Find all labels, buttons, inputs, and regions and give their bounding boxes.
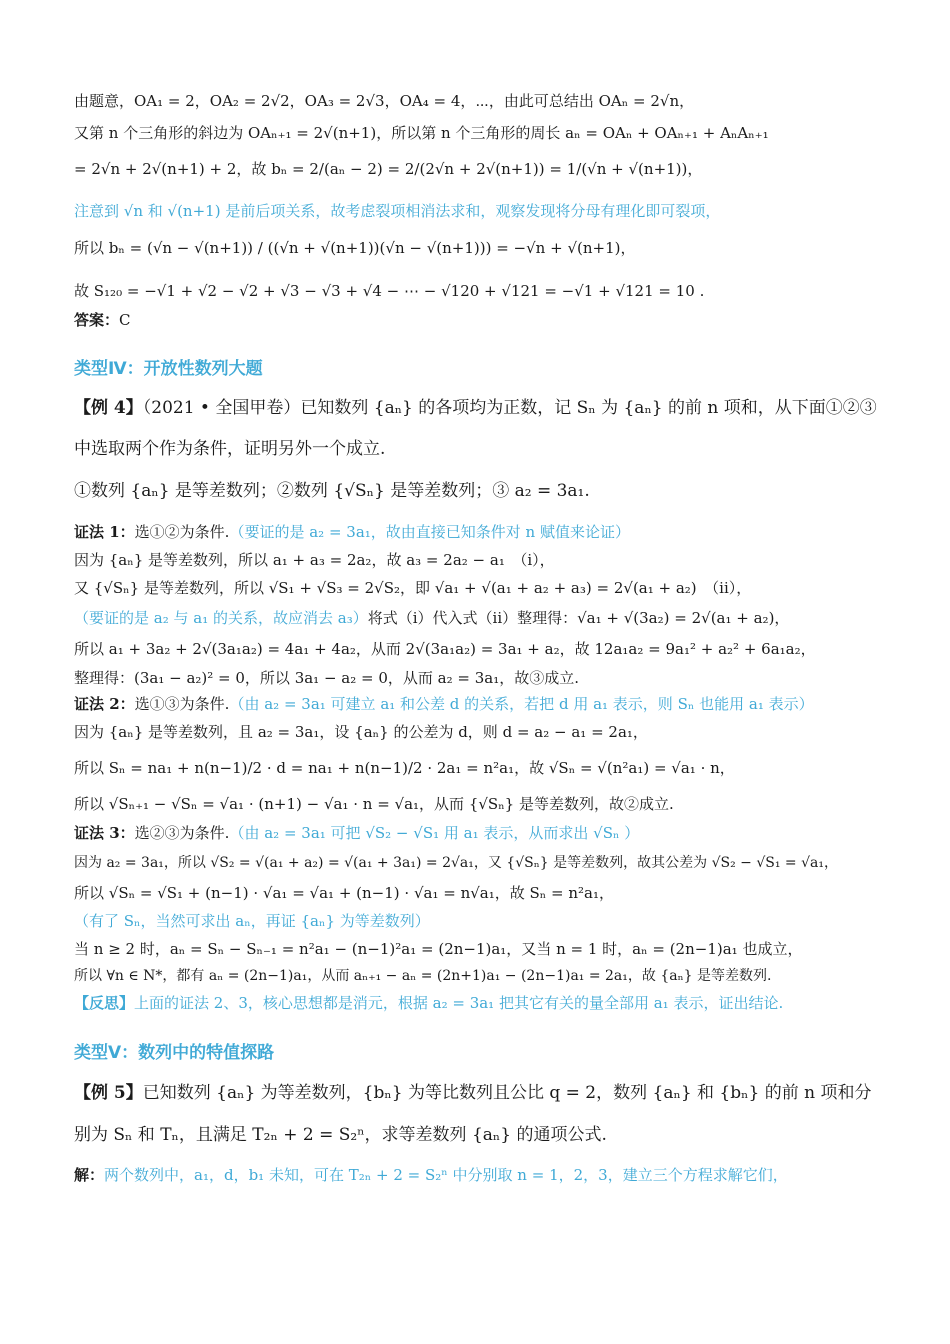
answer-line <box>74 309 131 331</box>
proof-note: （要证的是 a₂ = 3a₁，故由直接已知条件对 n 赋值来论证） <box>229 523 630 541</box>
answer-value: C <box>119 311 131 329</box>
proof-3-head <box>74 822 639 844</box>
answer-label: 答案： <box>74 311 120 329</box>
proof-head: 选①②为条件. <box>134 523 230 541</box>
text-line: 因为 a₂ = 3a₁，所以 √S₂ = √(a₁ + a₂) = √(a₁ + 3a₁) = 2√a₁，又 {√Sₙ} 是等差数列，故其公差为 √S₂ − √S₁ = √a₁， <box>74 855 838 871</box>
example-text: 已知数列 {aₙ} 为等差数列，{bₙ} 为等比数列且公比 q = 2，数列 {aₙ} 和 {bₙ} 的前 n 项和分 <box>142 1083 872 1103</box>
text-line: 因为 {aₙ} 是等差数列，所以 a₁ + a₃ = 2a₂，故 a₃ = 2a₂ − a₁ （i）， <box>74 551 555 569</box>
reflection-text: 上面的证法 2、3，核心思想都是消元，根据 a₂ = 3a₁ 把其它有关的量全部用 a₁ 表示，证出结论. <box>134 994 784 1012</box>
text-line: （要证的是 a₂ 与 a₁ 的关系，故应消去 a₃）将式（i）代入式（ii）整理得：√a₁ + √(3a₂) = 2√(a₁ + a₂)， <box>74 609 790 627</box>
text-line: 所以 √Sₙ₊₁ − √Sₙ = √a₁ · (n+1) − √a₁ · n = √a₁，从而 {√Sₙ} 是等差数列，故②成立. <box>74 795 674 813</box>
example-tag: 【例 4】 <box>74 398 143 418</box>
text-line: 故 S₁₂₀ = −√1 + √2 − √2 + √3 − √3 + √4 − ⋯ − √120 + √121 = −√1 + √121 = 10 . <box>74 282 705 300</box>
proof-head: 选①③为条件. <box>134 695 230 713</box>
example-4-line-1 <box>74 395 877 421</box>
example-5-line-2: 别为 Sₙ 和 Tₙ，且满足 T₂ₙ + 2 = S₂ⁿ，求等差数列 {aₙ} 的通项公式. <box>74 1125 607 1145</box>
reflection-tag: 【反思】 <box>74 994 135 1012</box>
solution-text: 两个数列中，a₁，d，b₁ 未知，可在 T₂ₙ + 2 = S₂ⁿ 中分别取 n = 1，2，3，建立三个方程求解它们， <box>104 1166 788 1184</box>
text-line: 所以 bₙ = (√n − √(n+1)) / ((√n + √(n+1))(√n − √(n+1))) = −√n + √(n+1)， <box>74 239 636 257</box>
example-4-line-2: 中选取两个作为条件，证明另外一个成立. <box>74 439 386 459</box>
hint-line: （有了 Sₙ，当然可求出 aₙ，再证 {aₙ} 为等差数列） <box>74 912 430 930</box>
proof-2-head <box>74 693 814 715</box>
text-line: 当 n ≥ 2 时，aₙ = Sₙ − Sₙ₋₁ = n²a₁ − (n−1)²a₁ = (2n−1)a₁，又当 n = 1 时，aₙ = (2n−1)a₁ 也成立， <box>74 940 803 958</box>
text-line: 所以 a₁ + 3a₂ + 2√(3a₁a₂) = 4a₁ + 4a₂，从而 2√(3a₁a₂) = 3a₁ + a₂，故 12a₁a₂ = 9a₁² + a₂² + 6a₁a₂， <box>74 640 816 658</box>
example-4-line-3: ①数列 {aₙ} 是等差数列；②数列 {√Sₙ} 是等差数列；③ a₂ = 3a₁. <box>74 481 590 501</box>
text-line: 由题意，OA₁ = 2，OA₂ = 2√2，OA₃ = 2√3，OA₄ = 4，⋯，由此可总结出 OAₙ = 2√n， <box>74 92 695 110</box>
solution-line <box>74 1164 788 1186</box>
section-title: 类型Ⅴ：数列中的特值探路 <box>74 1043 275 1063</box>
proof-note: （由 a₂ = 3a₁ 可把 √S₂ − √S₁ 用 a₁ 表示，从而求出 √Sₙ ） <box>229 824 640 842</box>
text-line: 又第 n 个三角形的斜边为 OAₙ₊₁ = 2√(n+1)，所以第 n 个三角形的周长 aₙ = OAₙ + OAₙ₊₁ + AₙAₙ₊₁ <box>74 124 769 142</box>
text-line: 又 {√Sₙ} 是等差数列，所以 √S₁ + √S₃ = 2√S₂，即 √a₁ + √(a₁ + a₂ + a₃) = 2√(a₁ + a₂) （ii）， <box>74 579 752 597</box>
proof-label: 证法 3： <box>74 824 135 842</box>
solution-label: 解： <box>74 1166 105 1184</box>
text-line: 因为 {aₙ} 是等差数列，且 a₂ = 3a₁，设 {aₙ} 的公差为 d，则 d = a₂ − a₁ = 2a₁， <box>74 723 648 741</box>
proof-label: 证法 1： <box>74 523 135 541</box>
example-text: （2021 • 全国甲卷）已知数列 {aₙ} 的各项均为正数，记 Sₙ 为 {aₙ} 的前 n 项和，从下面①②③ <box>142 398 877 418</box>
text-line: = 2√n + 2√(n+1) + 2，故 bₙ = 2/(aₙ − 2) = 2/(2√n + 2√(n+1)) = 1/(√n + √(n+1))， <box>74 160 703 178</box>
section-title: 类型Ⅳ：开放性数列大题 <box>74 359 263 379</box>
proof-note: （由 a₂ = 3a₁ 可建立 a₁ 和公差 d 的关系，若把 d 用 a₁ 表示，则 Sₙ 也能用 a₁ 表示） <box>229 695 814 713</box>
reflection-line <box>74 992 783 1014</box>
proof-head: 选②③为条件. <box>134 824 230 842</box>
example-tag: 【例 5】 <box>74 1083 143 1103</box>
proof-note: （要证的是 a₂ 与 a₁ 的关系，故应消去 a₃） <box>74 609 368 627</box>
proof-label: 证法 2： <box>74 695 135 713</box>
text-line: 所以 √Sₙ = √S₁ + (n−1) · √a₁ = √a₁ + (n−1) · √a₁ = n√a₁，故 Sₙ = n²a₁， <box>74 884 615 902</box>
example-5-line-1 <box>74 1080 871 1106</box>
hint-line: 注意到 √n 和 √(n+1) 是前后项关系，故考虑裂项相消法求和，观察发现将分母有理化即可裂项， <box>74 202 721 220</box>
text-line: 所以 Sₙ = na₁ + n(n−1)/2 · d = na₁ + n(n−1)/2 · 2a₁ = n²a₁，故 √Sₙ = √(n²a₁) = √a₁ · n， <box>74 759 735 777</box>
proof-1-head <box>74 521 630 543</box>
text-line: 整理得：(3a₁ − a₂)² = 0，所以 3a₁ − a₂ = 0，从而 a₂ = 3a₁，故③成立. <box>74 669 579 687</box>
text-line: 所以 ∀n ∈ N*，都有 aₙ = (2n−1)a₁，从而 aₙ₊₁ − aₙ = (2n+1)a₁ − (2n−1)a₁ = 2a₁，故 {aₙ} 是等差数列. <box>74 968 772 984</box>
